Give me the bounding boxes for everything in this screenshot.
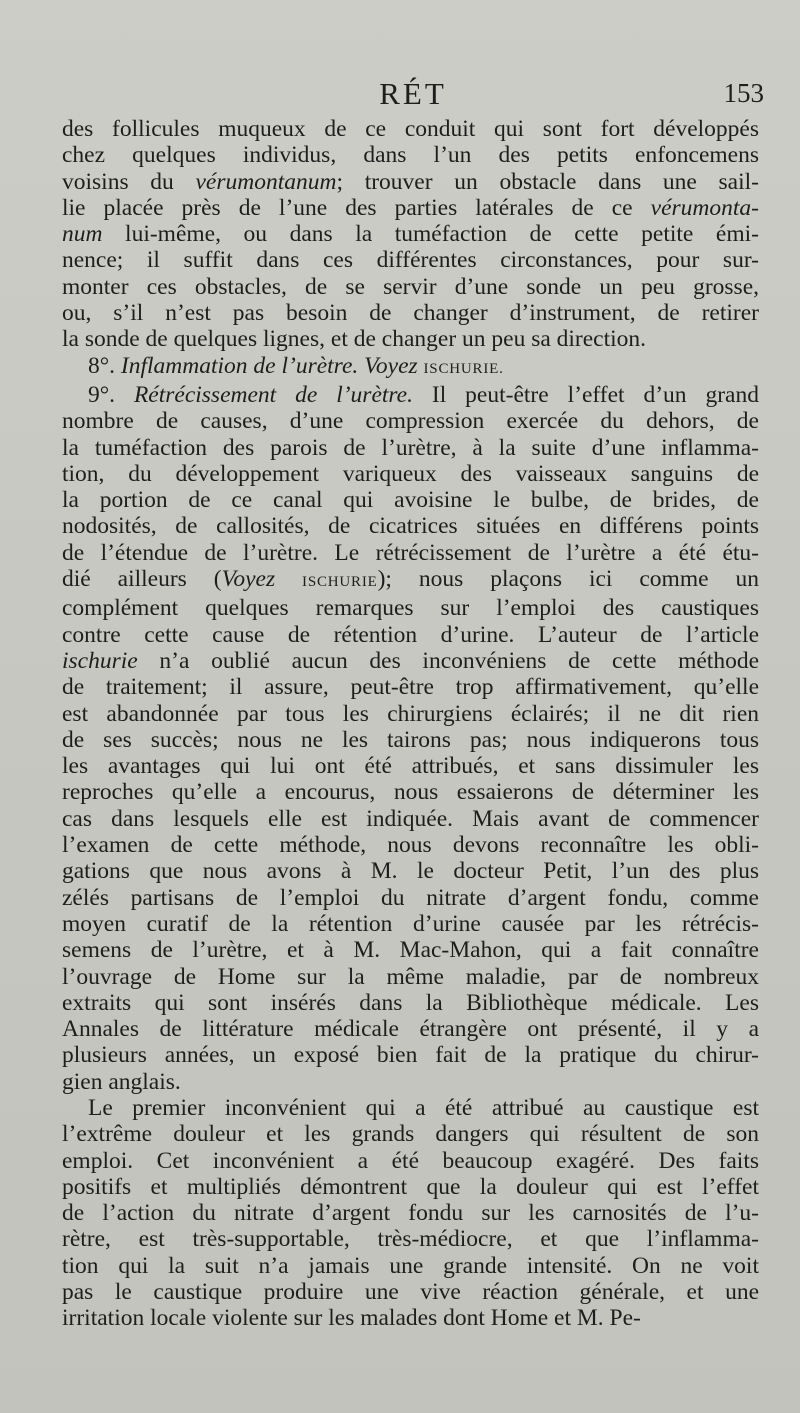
- text-span: Il peut-être l’effet d’un grand: [413, 381, 759, 408]
- text-line: [62, 540, 759, 566]
- text-span: moyen curatif de la rétention d’urine causée par les rétrécis-: [62, 910, 759, 937]
- text-line: [62, 1095, 759, 1121]
- text-span: lie placée près de l’une des parties latérales de ce: [62, 194, 651, 221]
- text-line: [62, 353, 759, 382]
- text-line: [62, 326, 759, 352]
- text-line: [62, 1148, 759, 1174]
- text-span: monter ces obstacles, de se servir d’une sonde un peu grosse,: [62, 273, 759, 300]
- text-span: de traitement; il assure, peut-être trop affirmativement, qu’elle: [62, 674, 759, 701]
- italic-text: vérumontanum: [195, 168, 337, 195]
- text-span: Le premier inconvénient qui a été attribué au caustique est: [88, 1094, 759, 1121]
- text-line: [62, 990, 759, 1016]
- text-span: ou, s’il n’est pas besoin de changer d’instrument, de retirer: [62, 300, 759, 327]
- text-span: dié ailleurs (: [62, 566, 222, 593]
- text-span: positifs et multipliés démontrent que la douleur qui est l’effet: [62, 1173, 759, 1200]
- text-line: [62, 142, 759, 168]
- text-span: l’extrême douleur et les grands dangers qui résultent de son: [62, 1121, 759, 1148]
- small-caps-text: ISCHURIE: [302, 574, 378, 591]
- text-line: [62, 382, 759, 408]
- italic-text: ischurie: [62, 647, 138, 674]
- text-line: [62, 1253, 759, 1279]
- text-line: [62, 1042, 759, 1068]
- text-span: nombre de causes, d’une compression exercée du dehors, de: [62, 408, 759, 435]
- italic-text: vérumonta-: [650, 194, 759, 221]
- text-span: 8°.: [88, 352, 121, 379]
- text-span: plusieurs années, un exposé bien fait de la pratique du chirur-: [62, 1042, 759, 1069]
- text-line: [62, 300, 759, 326]
- text-line: [62, 435, 759, 461]
- text-line: [62, 1226, 759, 1252]
- text-span: nence; il suffit dans ces différentes circonstances, pour sur-: [62, 247, 759, 274]
- text-line: [62, 832, 759, 858]
- text-line: [62, 885, 759, 911]
- text-span: de l’action du nitrate d’argent fondu sur les carnosités de l’u-: [62, 1200, 759, 1227]
- body-text: [62, 116, 759, 1332]
- text-span: zélés partisans de l’emploi du nitrate d’argent fondu, comme: [62, 884, 759, 911]
- text-line: [62, 487, 759, 513]
- text-span: des follicules muqueux de ce conduit qui sont fort développés: [62, 116, 759, 142]
- text-span: ; trouver un obstacle dans une sail-: [336, 168, 759, 195]
- text-span: voisins du: [62, 168, 196, 195]
- text-line: [62, 513, 759, 539]
- text-span: cas dans lesquels elle est indiquée. Mais avant de commencer: [62, 805, 759, 832]
- text-line: [62, 911, 759, 937]
- text-span: nodosités, de callosités, de cicatrices situées en différens points: [62, 513, 759, 540]
- text-line: [62, 247, 759, 273]
- text-line: [62, 858, 759, 884]
- text-span: l’examen de cette méthode, nous devons reconnaître les obli-: [62, 832, 759, 859]
- text-span: complément quelques remarques sur l’emploi des caustiques: [62, 595, 759, 622]
- text-span: lui-même, ou dans la tuméfaction de cette petite émi-: [102, 221, 759, 248]
- text-line: [62, 169, 759, 195]
- text-line: [62, 461, 759, 487]
- text-line: [62, 1121, 759, 1147]
- text-span: la sonde de quelques lignes, et de changer un peu sa direction.: [62, 326, 647, 353]
- text-span: reproches qu’elle a encourus, nous essaierons de déterminer les: [62, 779, 759, 806]
- text-line: [62, 1279, 759, 1305]
- text-line: [62, 753, 759, 779]
- text-span: gien anglais.: [62, 1068, 181, 1095]
- text-line: [62, 1200, 759, 1226]
- text-span: chez quelques individus, dans l’un des petits enfoncemens: [62, 142, 759, 169]
- text-span: rètre, est très-supportable, très-médiocre, et que l’inflamma-: [62, 1226, 759, 1253]
- text-span: tion qui la suit n’a jamais une grande intensité. On ne voit: [62, 1252, 759, 1279]
- text-span: pas le caustique produire une vive réaction générale, et une: [62, 1279, 759, 1306]
- text-span: les avantages qui lui ont été attribués, et sans dissimuler les: [62, 753, 759, 780]
- italic-text: Inflammation de l’urètre. Voyez: [120, 352, 418, 379]
- text-line: [62, 1174, 759, 1200]
- text-span: de l’étendue de l’urètre. Le rétrécissement de l’urètre a été étu-: [62, 539, 759, 566]
- text-line: [62, 1016, 759, 1042]
- text-line: [62, 937, 759, 963]
- text-line: [62, 1069, 759, 1095]
- text-span: emploi. Cet inconvénient a été beaucoup exagéré. Des faits: [62, 1147, 759, 1174]
- small-caps-text: ISCHURIE.: [423, 360, 504, 377]
- text-span: de ses succès; nous ne les tairons pas; nous indiquerons tous: [62, 726, 759, 753]
- text-span: Annales de littérature médicale étrangère ont présenté, il y a: [62, 1016, 759, 1043]
- text-span: la portion de ce canal qui avoisine le bulbe, de brides, de: [62, 487, 759, 514]
- text-line: [62, 221, 759, 247]
- text-line: [62, 1305, 759, 1331]
- text-line: [62, 964, 759, 990]
- text-span: [275, 566, 302, 592]
- text-line: [62, 648, 759, 674]
- italic-text: Voyez: [221, 566, 276, 593]
- page-header: [62, 76, 764, 116]
- text-line: [62, 566, 759, 595]
- text-line: [62, 622, 759, 648]
- text-line: [62, 195, 759, 221]
- page-number: 153: [723, 78, 764, 108]
- text-line: [62, 116, 759, 142]
- text-line: [62, 595, 759, 621]
- text-span: est abandonnée par tous les chirurgiens éclairés; il ne dit rien: [62, 700, 759, 727]
- italic-text: Rétrécissement de l’urètre.: [133, 381, 413, 408]
- italic-text: num: [62, 221, 103, 248]
- text-span: semens de l’urètre, et à M. Mac-Mahon, qui a fait connaître: [62, 937, 759, 964]
- text-span: tion, du développement variqueux des vaisseaux sanguins de: [62, 460, 759, 487]
- text-line: [62, 806, 759, 832]
- text-line: [62, 408, 759, 434]
- text-span: irritation locale violente sur les malades dont Home et M. Pe-: [62, 1305, 641, 1332]
- text-span: l’ouvrage de Home sur la même maladie, par de nombreux: [62, 963, 759, 990]
- text-span: 9°.: [88, 381, 134, 408]
- text-line: [62, 779, 759, 805]
- text-line: [62, 674, 759, 700]
- text-span: extraits qui sont insérés dans la Bibliothèque médicale. Les: [62, 989, 759, 1016]
- text-span: n’a oublié aucun des inconvéniens de cette méthode: [137, 647, 759, 674]
- running-title: RÉT: [379, 76, 447, 111]
- text-line: [62, 274, 759, 300]
- text-span: ); nous plaçons ici comme un: [377, 566, 759, 593]
- text-span: gations que nous avons à M. le docteur Petit, l’un des plus: [62, 858, 759, 885]
- text-span: contre cette cause de rétention d’urine. L’auteur de l’article: [62, 621, 759, 648]
- text-span: la tuméfaction des parois de l’urètre, à la suite d’une inflamma-: [62, 434, 759, 461]
- text-line: [62, 727, 759, 753]
- text-line: [62, 701, 759, 727]
